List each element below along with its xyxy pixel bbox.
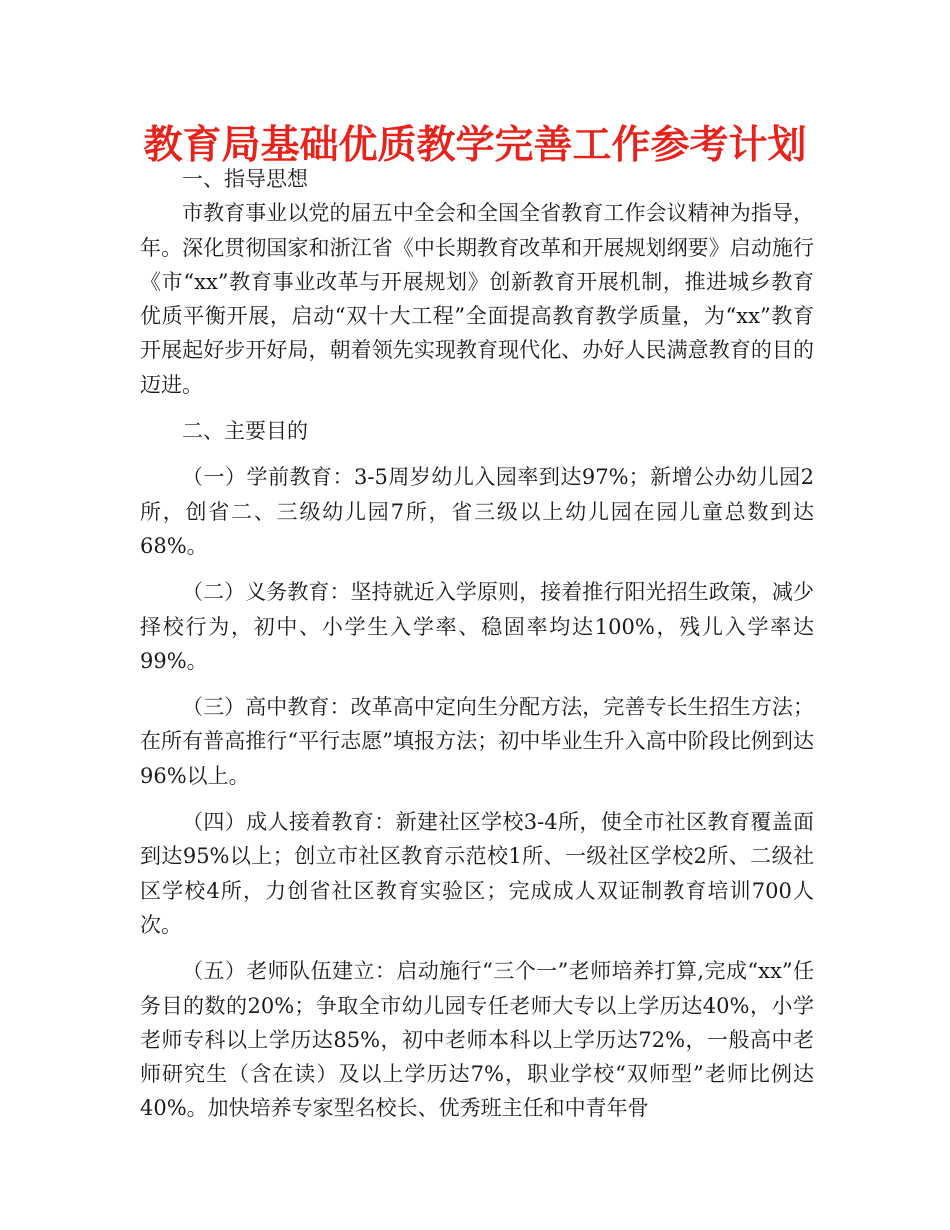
goal-item-adult-education: （四）成人接着教育：新建社区学校3-4所，使全市社区教育覆盖面到达95%以上；创立市社区教育示范校1所、一级社区学校2所、二级社区学校4所，力创省社区教育实验区；完成成人双证制教育培训700人次。 <box>140 810 814 937</box>
goal-item-preschool: （一）学前教育：3-5周岁幼儿入园率到达97%；新增公办幼儿园2所，创省二、三级幼儿园7所，省三级以上幼儿园在园儿童总数到达68%。 <box>140 465 814 558</box>
document-title: 教育局基础优质教学完善工作参考计划 <box>143 123 807 168</box>
goal-item-compulsory: （二）义务教育：坚持就近入学原则，接着推行阳光招生政策，减少择校行为，初中、小学生入学率、稳固率均达100%，残儿入学率达99%。 <box>140 580 814 673</box>
goal-item-high-school: （三）高中教育：改革高中定向生分配方法，完善专长生招生方法；在所有普高推行“平行志愿”填报方法；初中毕业生升入高中阶段比例到达96%以上。 <box>140 695 814 788</box>
section-heading-main-goals: 二、主要目的 <box>182 419 308 444</box>
goal-item-teacher-team: （五）老师队伍建立：启动施行“三个一”老师培养打算,完成“xx”任务目的数的20%；争取全市幼儿园专任老师大专以上学历达40%，小学老师专科以上学历达85%，初中老师本科以上学历达72%，一般高中老师研究生（含在读）及以上学历达7%，职业学校“双师型”老师比例达40%。加快培养专家型名校长、优秀班主任和中青年骨 <box>140 959 814 1121</box>
document-body <box>140 162 814 1126</box>
paragraph-guiding-ideology: 市教育事业以党的届五中全会和全国全省教育工作会议精神为指导，年。深化贯彻国家和浙江省《中长期教育改革和开展规划纲要》启动施行《市“xx”教育事业改革与开展规划》创新教育开展机制，推进城乡教育优质平衡开展，启动“双十大工程”全面提高教育教学质量，为“xx”教育开展起好步开好局，朝着领先实现教育现代化、办好人民满意教育的目的迈进。 <box>140 201 814 397</box>
section-heading-guiding-ideology: 一、指导思想 <box>182 167 308 191</box>
